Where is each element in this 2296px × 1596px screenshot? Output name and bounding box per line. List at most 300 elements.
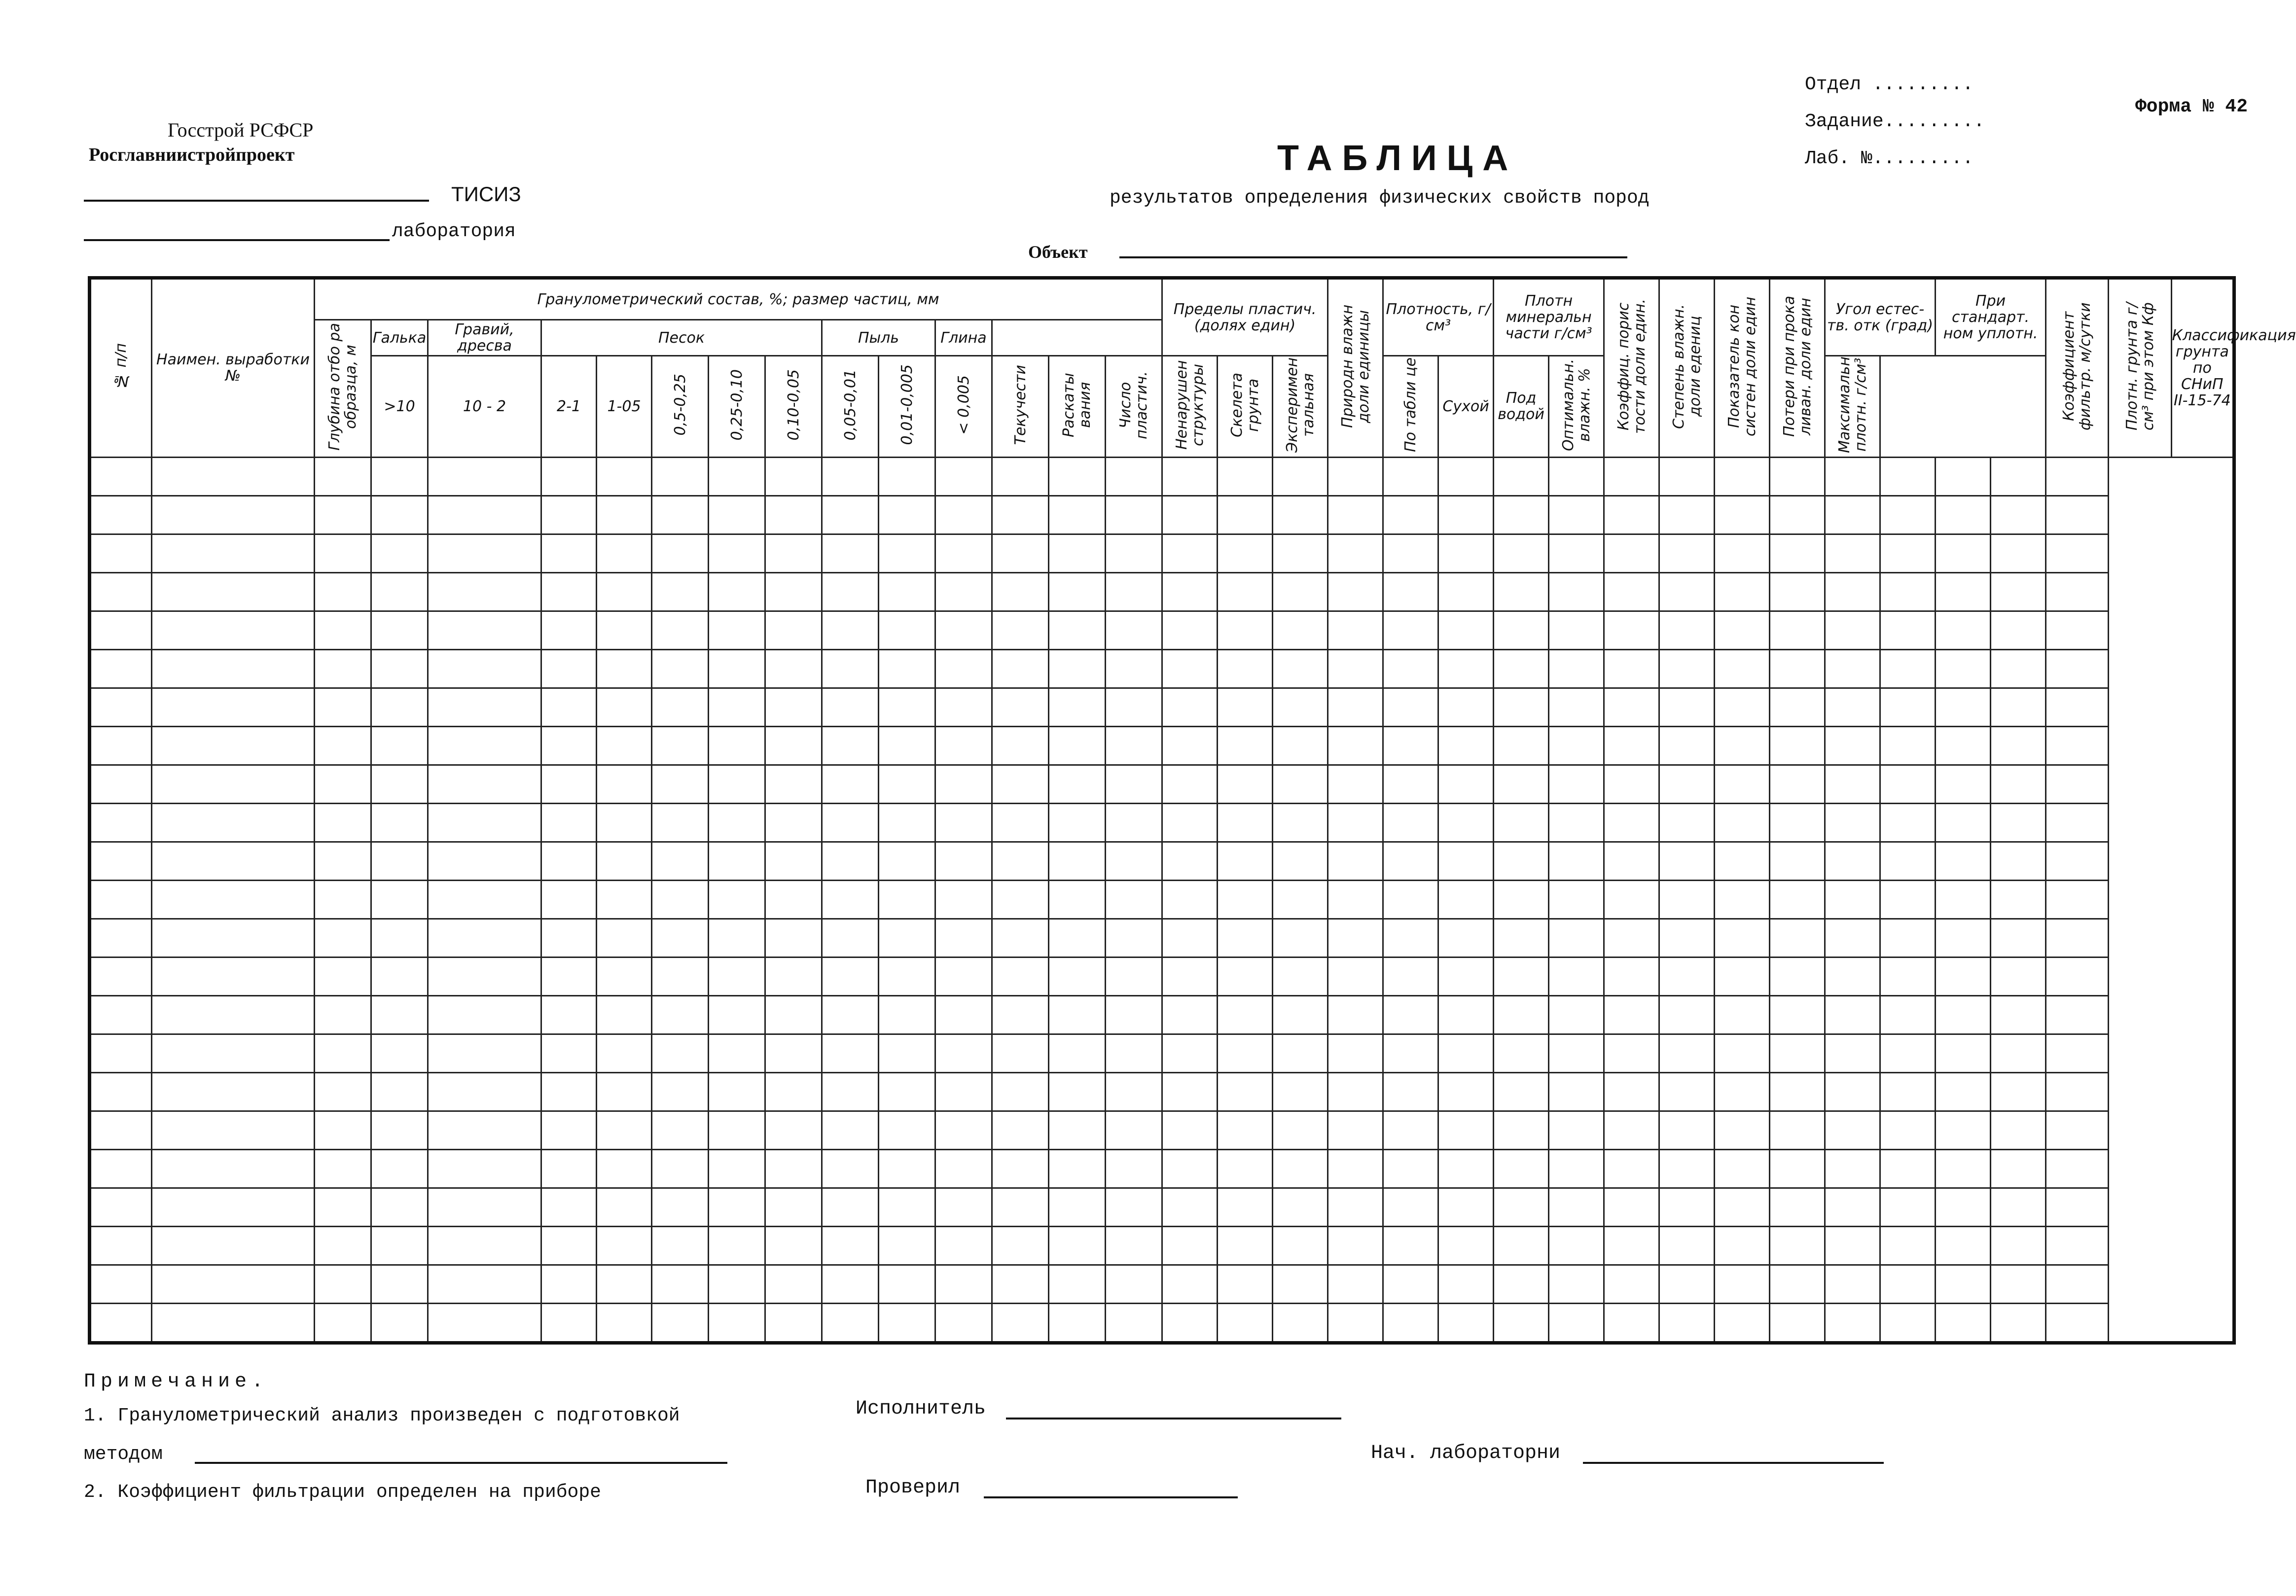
table-cell[interactable] [1659, 1034, 1715, 1072]
table-cell[interactable] [1218, 995, 1273, 1034]
table-cell[interactable] [1604, 611, 1659, 649]
table-cell[interactable] [1936, 919, 1991, 957]
table-cell[interactable] [1604, 1149, 1659, 1188]
table-cell[interactable] [1218, 496, 1273, 534]
table-cell[interactable] [1049, 649, 1106, 688]
table-cell[interactable] [152, 572, 315, 611]
table-cell[interactable] [935, 995, 992, 1034]
table-cell[interactable] [1383, 995, 1438, 1034]
table-cell[interactable] [1328, 611, 1383, 649]
table-cell[interactable] [2046, 1188, 2109, 1226]
table-cell[interactable] [1273, 534, 1328, 572]
table-cell[interactable] [2046, 611, 2109, 649]
table-cell[interactable] [765, 803, 822, 842]
table-cell[interactable] [371, 534, 428, 572]
table-cell[interactable] [1715, 957, 1770, 995]
table-cell[interactable] [1273, 1072, 1328, 1111]
table-cell[interactable] [371, 1072, 428, 1111]
table-cell[interactable] [315, 919, 371, 957]
table-cell[interactable] [90, 1149, 152, 1188]
table-cell[interactable] [879, 880, 935, 919]
table-cell[interactable] [652, 726, 709, 765]
table-cell[interactable] [1106, 572, 1162, 611]
table-cell[interactable] [1218, 803, 1273, 842]
table-cell[interactable] [1659, 611, 1715, 649]
table-cell[interactable] [822, 1303, 879, 1343]
table-cell[interactable] [1936, 1188, 1991, 1226]
table-cell[interactable] [652, 1188, 709, 1226]
table-cell[interactable] [709, 919, 765, 957]
table-cell[interactable] [879, 1303, 935, 1343]
table-cell[interactable] [1494, 496, 1549, 534]
table-cell[interactable] [1273, 919, 1328, 957]
table-cell[interactable] [1494, 726, 1549, 765]
table-cell[interactable] [1049, 880, 1106, 919]
table-cell[interactable] [1162, 1111, 1218, 1149]
table-cell[interactable] [315, 1072, 371, 1111]
table-cell[interactable] [1549, 534, 1604, 572]
table-cell[interactable] [1218, 1303, 1273, 1343]
table-cell[interactable] [90, 572, 152, 611]
table-cell[interactable] [1106, 688, 1162, 726]
table-cell[interactable] [1494, 534, 1549, 572]
table-cell[interactable] [371, 572, 428, 611]
table-cell[interactable] [879, 842, 935, 880]
table-cell[interactable] [371, 1149, 428, 1188]
table-cell[interactable] [428, 534, 541, 572]
table-cell[interactable] [1328, 457, 1383, 496]
table-cell[interactable] [1328, 1226, 1383, 1265]
table-cell[interactable] [1049, 534, 1106, 572]
table-cell[interactable] [1438, 803, 1494, 842]
table-cell[interactable] [992, 1265, 1049, 1303]
table-cell[interactable] [1383, 765, 1438, 803]
table-cell[interactable] [1162, 534, 1218, 572]
table-cell[interactable] [371, 1265, 428, 1303]
table-cell[interactable] [1162, 1149, 1218, 1188]
table-cell[interactable] [428, 803, 541, 842]
table-cell[interactable] [992, 688, 1049, 726]
table-cell[interactable] [1106, 803, 1162, 842]
table-cell[interactable] [709, 649, 765, 688]
table-cell[interactable] [1991, 1226, 2046, 1265]
table-cell[interactable] [1880, 1265, 1936, 1303]
table-cell[interactable] [1438, 688, 1494, 726]
table-cell[interactable] [1273, 1188, 1328, 1226]
table-cell[interactable] [152, 649, 315, 688]
table-cell[interactable] [1549, 572, 1604, 611]
table-cell[interactable] [822, 688, 879, 726]
table-cell[interactable] [152, 957, 315, 995]
table-cell[interactable] [1825, 649, 1880, 688]
table-cell[interactable] [541, 919, 597, 957]
table-cell[interactable] [1106, 1072, 1162, 1111]
table-cell[interactable] [935, 1149, 992, 1188]
table-cell[interactable] [90, 496, 152, 534]
table-cell[interactable] [1825, 995, 1880, 1034]
table-cell[interactable] [1494, 842, 1549, 880]
table-cell[interactable] [428, 880, 541, 919]
table-cell[interactable] [1936, 457, 1991, 496]
table-cell[interactable] [1383, 803, 1438, 842]
table-cell[interactable] [152, 842, 315, 880]
table-cell[interactable] [597, 1188, 652, 1226]
table-cell[interactable] [1936, 726, 1991, 765]
table-cell[interactable] [1162, 457, 1218, 496]
table-cell[interactable] [879, 765, 935, 803]
table-cell[interactable] [1936, 496, 1991, 534]
table-cell[interactable] [992, 572, 1049, 611]
table-cell[interactable] [541, 496, 597, 534]
table-cell[interactable] [1991, 1072, 2046, 1111]
table-cell[interactable] [765, 457, 822, 496]
table-cell[interactable] [315, 688, 371, 726]
table-cell[interactable] [992, 880, 1049, 919]
table-cell[interactable] [597, 803, 652, 842]
table-cell[interactable] [1383, 1265, 1438, 1303]
table-cell[interactable] [1715, 1072, 1770, 1111]
table-cell[interactable] [371, 1303, 428, 1343]
table-cell[interactable] [90, 1034, 152, 1072]
table-cell[interactable] [1991, 726, 2046, 765]
table-cell[interactable] [1383, 726, 1438, 765]
table-cell[interactable] [1991, 1111, 2046, 1149]
table-cell[interactable] [1604, 688, 1659, 726]
table-cell[interactable] [1162, 726, 1218, 765]
table-cell[interactable] [935, 1303, 992, 1343]
table-cell[interactable] [1273, 1149, 1328, 1188]
table-cell[interactable] [1494, 1034, 1549, 1072]
table-cell[interactable] [1218, 957, 1273, 995]
table-cell[interactable] [822, 572, 879, 611]
table-cell[interactable] [1494, 1226, 1549, 1265]
table-cell[interactable] [1049, 803, 1106, 842]
table-cell[interactable] [1770, 957, 1825, 995]
table-cell[interactable] [709, 842, 765, 880]
table-cell[interactable] [1438, 1303, 1494, 1343]
table-cell[interactable] [1162, 765, 1218, 803]
table-cell[interactable] [152, 496, 315, 534]
table-cell[interactable] [1715, 1149, 1770, 1188]
table-cell[interactable] [1715, 534, 1770, 572]
table-cell[interactable] [371, 995, 428, 1034]
table-cell[interactable] [315, 1303, 371, 1343]
table-cell[interactable] [597, 880, 652, 919]
table-cell[interactable] [1494, 1265, 1549, 1303]
table-cell[interactable] [1604, 534, 1659, 572]
table-cell[interactable] [90, 1111, 152, 1149]
table-cell[interactable] [541, 1188, 597, 1226]
table-cell[interactable] [1549, 765, 1604, 803]
table-cell[interactable] [1162, 919, 1218, 957]
table-cell[interactable] [1659, 649, 1715, 688]
table-cell[interactable] [1936, 688, 1991, 726]
table-cell[interactable] [935, 649, 992, 688]
table-cell[interactable] [315, 880, 371, 919]
table-cell[interactable] [879, 688, 935, 726]
table-cell[interactable] [1880, 572, 1936, 611]
table-cell[interactable] [1659, 688, 1715, 726]
table-cell[interactable] [1770, 842, 1825, 880]
table-cell[interactable] [879, 919, 935, 957]
table-cell[interactable] [2046, 995, 2109, 1034]
table-cell[interactable] [1383, 457, 1438, 496]
table-cell[interactable] [2046, 765, 2109, 803]
table-cell[interactable] [1825, 1111, 1880, 1149]
table-cell[interactable] [1438, 572, 1494, 611]
table-cell[interactable] [1328, 649, 1383, 688]
table-cell[interactable] [935, 1072, 992, 1111]
table-cell[interactable] [1770, 611, 1825, 649]
table-cell[interactable] [1991, 1303, 2046, 1343]
table-cell[interactable] [879, 572, 935, 611]
table-cell[interactable] [935, 1265, 992, 1303]
table-cell[interactable] [1438, 496, 1494, 534]
table-cell[interactable] [935, 803, 992, 842]
table-cell[interactable] [709, 688, 765, 726]
table-cell[interactable] [1549, 1034, 1604, 1072]
table-cell[interactable] [879, 1188, 935, 1226]
table-cell[interactable] [541, 957, 597, 995]
table-cell[interactable] [1549, 803, 1604, 842]
table-cell[interactable] [1438, 765, 1494, 803]
table-cell[interactable] [541, 995, 597, 1034]
table-cell[interactable] [1438, 611, 1494, 649]
table-cell[interactable] [1106, 880, 1162, 919]
table-cell[interactable] [1659, 765, 1715, 803]
table-cell[interactable] [152, 457, 315, 496]
table-cell[interactable] [652, 1034, 709, 1072]
table-cell[interactable] [992, 1188, 1049, 1226]
table-cell[interactable] [652, 919, 709, 957]
table-cell[interactable] [541, 1265, 597, 1303]
table-cell[interactable] [709, 457, 765, 496]
table-cell[interactable] [428, 457, 541, 496]
table-cell[interactable] [992, 1034, 1049, 1072]
table-cell[interactable] [1715, 496, 1770, 534]
table-cell[interactable] [1715, 1111, 1770, 1149]
table-cell[interactable] [1604, 1111, 1659, 1149]
table-cell[interactable] [541, 572, 597, 611]
table-cell[interactable] [1328, 1303, 1383, 1343]
table-cell[interactable] [1880, 496, 1936, 534]
table-cell[interactable] [1383, 1072, 1438, 1111]
table-cell[interactable] [315, 457, 371, 496]
table-cell[interactable] [1880, 957, 1936, 995]
table-cell[interactable] [541, 534, 597, 572]
table-cell[interactable] [1049, 1265, 1106, 1303]
table-cell[interactable] [315, 957, 371, 995]
table-cell[interactable] [1383, 880, 1438, 919]
table-cell[interactable] [1715, 572, 1770, 611]
table-cell[interactable] [822, 919, 879, 957]
table-cell[interactable] [1273, 995, 1328, 1034]
table-cell[interactable] [1438, 1188, 1494, 1226]
table-cell[interactable] [1049, 995, 1106, 1034]
table-cell[interactable] [152, 1188, 315, 1226]
table-cell[interactable] [597, 688, 652, 726]
table-cell[interactable] [371, 919, 428, 957]
table-cell[interactable] [1049, 457, 1106, 496]
table-cell[interactable] [1715, 919, 1770, 957]
table-cell[interactable] [992, 842, 1049, 880]
table-cell[interactable] [541, 803, 597, 842]
table-cell[interactable] [315, 995, 371, 1034]
table-cell[interactable] [879, 1149, 935, 1188]
table-cell[interactable] [152, 726, 315, 765]
table-cell[interactable] [90, 919, 152, 957]
table-cell[interactable] [152, 534, 315, 572]
table-cell[interactable] [1162, 649, 1218, 688]
table-cell[interactable] [1494, 1072, 1549, 1111]
table-cell[interactable] [1936, 572, 1991, 611]
table-cell[interactable] [371, 726, 428, 765]
table-cell[interactable] [315, 534, 371, 572]
table-cell[interactable] [1991, 919, 2046, 957]
table-cell[interactable] [879, 1072, 935, 1111]
table-cell[interactable] [709, 995, 765, 1034]
table-cell[interactable] [1049, 1034, 1106, 1072]
table-cell[interactable] [1991, 534, 2046, 572]
table-cell[interactable] [1880, 457, 1936, 496]
table-cell[interactable] [371, 842, 428, 880]
table-cell[interactable] [90, 534, 152, 572]
table-cell[interactable] [652, 496, 709, 534]
table-cell[interactable] [1383, 957, 1438, 995]
table-cell[interactable] [652, 995, 709, 1034]
table-cell[interactable] [152, 1226, 315, 1265]
table-cell[interactable] [541, 611, 597, 649]
table-cell[interactable] [1218, 1149, 1273, 1188]
table-cell[interactable] [152, 1149, 315, 1188]
table-cell[interactable] [822, 611, 879, 649]
table-cell[interactable] [90, 457, 152, 496]
table-cell[interactable] [1328, 1265, 1383, 1303]
table-cell[interactable] [541, 688, 597, 726]
table-cell[interactable] [2046, 1111, 2109, 1149]
table-cell[interactable] [428, 726, 541, 765]
table-cell[interactable] [1991, 995, 2046, 1034]
table-cell[interactable] [1659, 534, 1715, 572]
table-cell[interactable] [1218, 649, 1273, 688]
table-cell[interactable] [765, 534, 822, 572]
table-cell[interactable] [879, 803, 935, 842]
table-cell[interactable] [1770, 496, 1825, 534]
table-cell[interactable] [1659, 842, 1715, 880]
table-cell[interactable] [428, 1226, 541, 1265]
table-cell[interactable] [428, 649, 541, 688]
table-cell[interactable] [992, 611, 1049, 649]
table-cell[interactable] [1549, 957, 1604, 995]
table-cell[interactable] [992, 1111, 1049, 1149]
table-cell[interactable] [1494, 995, 1549, 1034]
table-cell[interactable] [1494, 919, 1549, 957]
table-cell[interactable] [597, 1303, 652, 1343]
table-cell[interactable] [1383, 688, 1438, 726]
table-cell[interactable] [709, 534, 765, 572]
table-cell[interactable] [1218, 765, 1273, 803]
table-cell[interactable] [1106, 1226, 1162, 1265]
table-cell[interactable] [879, 1226, 935, 1265]
table-cell[interactable] [1770, 572, 1825, 611]
table-cell[interactable] [152, 765, 315, 803]
table-cell[interactable] [1825, 726, 1880, 765]
table-cell[interactable] [822, 1265, 879, 1303]
table-cell[interactable] [1604, 1226, 1659, 1265]
table-cell[interactable] [935, 534, 992, 572]
table-cell[interactable] [1659, 957, 1715, 995]
table-cell[interactable] [2046, 1303, 2109, 1343]
table-cell[interactable] [541, 765, 597, 803]
table-cell[interactable] [1604, 1303, 1659, 1343]
table-cell[interactable] [1162, 880, 1218, 919]
table-cell[interactable] [1438, 649, 1494, 688]
table-cell[interactable] [1218, 919, 1273, 957]
table-cell[interactable] [1328, 572, 1383, 611]
table-cell[interactable] [1604, 1072, 1659, 1111]
table-cell[interactable] [541, 1149, 597, 1188]
table-cell[interactable] [315, 765, 371, 803]
table-cell[interactable] [935, 957, 992, 995]
table-cell[interactable] [1880, 995, 1936, 1034]
table-cell[interactable] [1383, 919, 1438, 957]
table-cell[interactable] [765, 611, 822, 649]
table-cell[interactable] [1494, 765, 1549, 803]
table-cell[interactable] [1659, 995, 1715, 1034]
table-cell[interactable] [152, 1265, 315, 1303]
table-cell[interactable] [597, 1265, 652, 1303]
table-cell[interactable] [879, 1265, 935, 1303]
table-cell[interactable] [1438, 842, 1494, 880]
table-cell[interactable] [1659, 803, 1715, 842]
table-cell[interactable] [652, 572, 709, 611]
table-cell[interactable] [1106, 611, 1162, 649]
table-cell[interactable] [1328, 1188, 1383, 1226]
table-cell[interactable] [822, 1034, 879, 1072]
table-cell[interactable] [90, 611, 152, 649]
table-cell[interactable] [315, 842, 371, 880]
table-cell[interactable] [1218, 1034, 1273, 1072]
table-cell[interactable] [1549, 880, 1604, 919]
table-cell[interactable] [765, 919, 822, 957]
table-cell[interactable] [1383, 496, 1438, 534]
table-cell[interactable] [1273, 726, 1328, 765]
table-cell[interactable] [1106, 649, 1162, 688]
table-cell[interactable] [1825, 842, 1880, 880]
table-cell[interactable] [1604, 1265, 1659, 1303]
table-cell[interactable] [992, 726, 1049, 765]
table-cell[interactable] [1825, 1226, 1880, 1265]
table-cell[interactable] [1825, 1034, 1880, 1072]
table-cell[interactable] [1106, 1265, 1162, 1303]
table-cell[interactable] [1494, 957, 1549, 995]
table-cell[interactable] [2046, 496, 2109, 534]
table-cell[interactable] [1162, 1303, 1218, 1343]
table-cell[interactable] [1770, 1303, 1825, 1343]
table-cell[interactable] [765, 765, 822, 803]
table-cell[interactable] [1218, 880, 1273, 919]
table-cell[interactable] [428, 1149, 541, 1188]
table-cell[interactable] [597, 919, 652, 957]
table-cell[interactable] [2046, 726, 2109, 765]
table-cell[interactable] [1328, 496, 1383, 534]
table-cell[interactable] [935, 765, 992, 803]
table-cell[interactable] [992, 995, 1049, 1034]
table-cell[interactable] [935, 572, 992, 611]
table-cell[interactable] [1715, 1226, 1770, 1265]
table-cell[interactable] [1604, 957, 1659, 995]
table-cell[interactable] [2046, 1226, 2109, 1265]
